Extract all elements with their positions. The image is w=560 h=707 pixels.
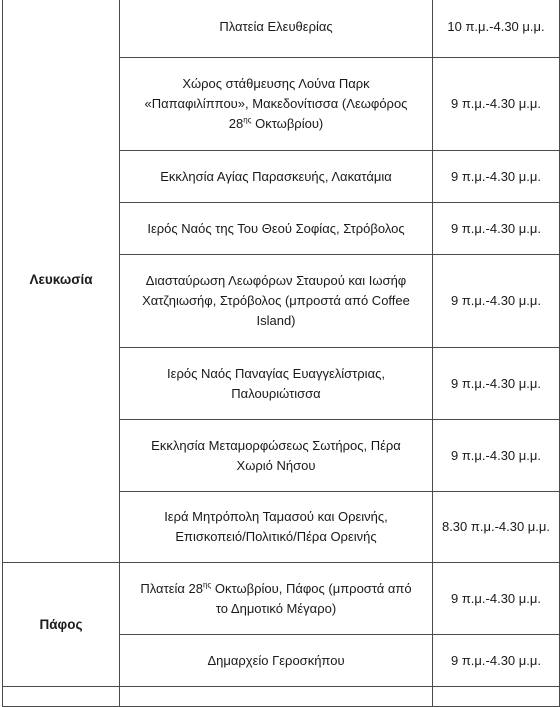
hours-cell: 8.30 π.μ.-4.30 μ.μ. bbox=[433, 492, 560, 563]
table-row bbox=[3, 0, 560, 58]
location-cell: Διασταύρωση Λεωφόρων Σταυρού και Ιωσήφ Χατζηιωσήφ, Στρόβολος (μπροστά από Coffee Island) bbox=[120, 255, 433, 348]
location-cell bbox=[120, 58, 433, 151]
hours-cell: 9 π.μ.-4.30 μ.μ. bbox=[433, 255, 560, 348]
hours-cell: 9 π.μ.-4.30 μ.μ. bbox=[433, 203, 560, 255]
hours-cell: 9 π.μ.-4.30 μ.μ. bbox=[433, 635, 560, 687]
empty-cell bbox=[120, 687, 433, 707]
hours-cell: 9 π.μ.-4.30 μ.μ. bbox=[433, 151, 560, 203]
location-text: Χώρος στάθμευσης Λούνα Παρκ «Παπαφιλίππου», Μακεδονίτισσα (Λεωφόρος 28 bbox=[144, 76, 408, 131]
hours-cell: 10 π.μ.-4.30 μ.μ. bbox=[433, 0, 560, 58]
ordinal-suffix: ης bbox=[202, 580, 212, 590]
location-cell: Δημαρχείο Γεροσκήπου bbox=[120, 635, 433, 687]
empty-cell bbox=[433, 687, 560, 707]
table-row bbox=[3, 687, 560, 707]
empty-cell bbox=[3, 687, 120, 707]
hours-cell: 9 π.μ.-4.30 μ.μ. bbox=[433, 348, 560, 420]
hours-cell: 9 π.μ.-4.30 μ.μ. bbox=[433, 58, 560, 151]
region-cell: Λευκωσία bbox=[3, 0, 120, 563]
location-text: Οκτωβρίου, Πάφος (μπροστά από το Δημοτικό Μέγαρο) bbox=[211, 580, 412, 616]
hours-cell: 9 π.μ.-4.30 μ.μ. bbox=[433, 563, 560, 635]
table-row bbox=[3, 563, 560, 635]
location-cell bbox=[120, 563, 433, 635]
location-text: Οκτωβρίου) bbox=[251, 116, 324, 131]
location-cell: Εκκλησία Μεταμορφώσεως Σωτήρος, Πέρα Χωριό Νήσου bbox=[120, 420, 433, 492]
location-cell: Ιερός Ναός Παναγίας Ευαγγελίστριας, Παλουριώτισσα bbox=[120, 348, 433, 420]
location-cell: Εκκλησία Αγίας Παρασκευής, Λακατάμια bbox=[120, 151, 433, 203]
location-cell: Ιερά Μητρόπολη Ταμασού και Ορεινής, Επισκοπειό/Πολιτικό/Πέρα Ορεινής bbox=[120, 492, 433, 563]
ordinal-suffix: ης bbox=[243, 115, 252, 125]
location-cell: Ιερός Ναός της Του Θεού Σοφίας, Στρόβολος bbox=[120, 203, 433, 255]
location-text: Πλατεία 28 bbox=[140, 580, 203, 596]
hours-cell: 9 π.μ.-4.30 μ.μ. bbox=[433, 420, 560, 492]
location-cell: Πλατεία Ελευθερίας bbox=[120, 0, 433, 58]
region-cell: Πάφος bbox=[3, 563, 120, 687]
schedule-table bbox=[2, 0, 560, 707]
